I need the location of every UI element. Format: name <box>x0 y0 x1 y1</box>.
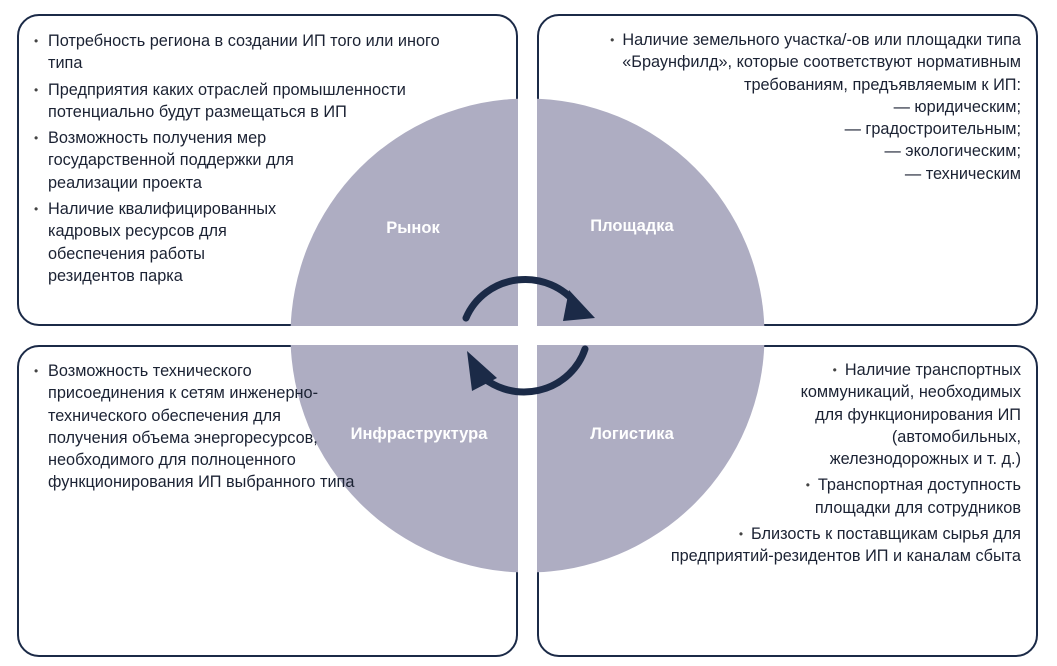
bullet-icon: • <box>610 33 615 47</box>
list-item: • Предприятия каких отраслей промышленности потенциально будут размещаться в ИП <box>34 79 478 124</box>
list-item <box>600 29 1021 185</box>
site-list <box>600 29 1021 189</box>
list-item: • Наличие транспортных коммуникаций, необходимых для функционирования ИП (автомобильных, железнодорожных и т. д.) <box>800 361 1021 469</box>
infrastructure-label: Инфраструктура <box>350 425 488 443</box>
logistics-list <box>640 359 1021 572</box>
site-subitem: — градостроительным; <box>844 120 1021 139</box>
list-item: • Близость к поставщикам сырья для предприятий-резидентов ИП и каналам сбыта <box>670 525 1021 566</box>
market-label: Рынок <box>386 219 440 237</box>
list-item: • Возможность технического присоединения к сетям инженерно-технического обеспечения для получения объема энергоресурсов, необходимого для полноценного функционирования ИП выбранного типа <box>34 360 364 494</box>
list-item: • Возможность получения мер государственной поддержки для реализации проекта <box>34 127 323 194</box>
site-label: Площадка <box>590 217 674 235</box>
site-item-text: Наличие земельного участка/-ов или площадки типа «Браунфилд», которые соответствуют нормативным требованиям, предъявляемым к ИП: <box>622 31 1021 94</box>
site-subitem: — техническим <box>904 164 1021 183</box>
site-subitem: — юридическим; <box>893 97 1021 116</box>
bullet-icon: • <box>805 478 810 493</box>
logistics-label: Логистика <box>590 425 674 443</box>
list-item: • Наличие квалифицированных кадровых ресурсов для обеспечения работы резидентов парка <box>34 198 278 287</box>
bullet-icon: • <box>738 527 744 542</box>
market-list <box>34 30 474 291</box>
site-subitem: — экологическим; <box>884 142 1021 161</box>
bullet-icon: • <box>832 363 837 377</box>
list-item: • Транспортная доступность площадки для сотрудников <box>805 476 1021 517</box>
list-item: • Потребность региона в создании ИП того или иного типа <box>34 30 474 75</box>
infrastructure-list <box>34 360 364 498</box>
